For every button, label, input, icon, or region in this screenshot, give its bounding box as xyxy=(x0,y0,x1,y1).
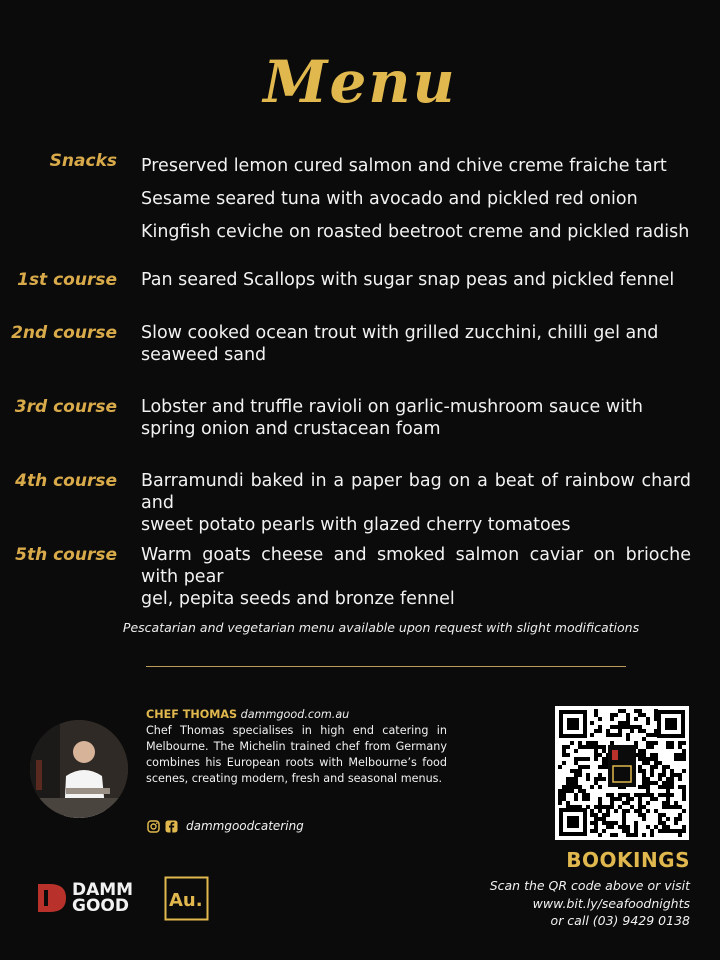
section-dishes xyxy=(141,470,691,536)
dish-line: Slow cooked ocean trout with grilled zucchini, chilli gel and xyxy=(141,323,659,343)
au-logo xyxy=(164,876,209,921)
au-logo-text: Au. xyxy=(169,890,203,911)
dietary-note: Pescatarian and vegetarian menu available upon request with slight modifications xyxy=(122,620,640,635)
bookings-title: BOOKINGS xyxy=(566,848,690,872)
dish-line: Preserved lemon cured salmon and chive creme fraiche tart xyxy=(141,156,667,176)
menu-title: Menu xyxy=(263,48,457,116)
bookings-link[interactable]: www.bit.ly/seafoodnights xyxy=(532,895,690,911)
section-dishes xyxy=(141,396,691,440)
section-label: 2nd course xyxy=(11,323,117,343)
dish-line: sweet potato pearls with glazed cherry tomatoes xyxy=(141,515,571,535)
divider xyxy=(146,666,626,667)
chef-heading xyxy=(146,707,447,723)
qr-code[interactable] xyxy=(555,706,689,840)
dish-line: seaweed sand xyxy=(141,345,267,365)
bookings-line: Scan the QR code above or visit xyxy=(489,878,690,893)
dish-line: Kingfish ceviche on roasted beetroot creme and pickled radish xyxy=(141,222,690,242)
damm-logo-line2: GOOD xyxy=(72,896,129,916)
dish-line: Lobster and truffle ravioli on garlic-mushroom sauce with xyxy=(141,397,644,417)
social-handle[interactable]: dammgoodcatering xyxy=(186,819,304,833)
section-label: 5th course xyxy=(15,545,117,565)
section-label: 1st course xyxy=(17,270,117,290)
section-label: 3rd course xyxy=(14,397,117,417)
dish-line: Warm goats cheese and smoked salmon caviar on brioche with pear xyxy=(141,545,691,587)
social-links xyxy=(146,819,304,833)
section-label: 4th course xyxy=(15,471,117,491)
dish-line: Pan seared Scallops with sugar snap peas and pickled fennel xyxy=(141,270,675,290)
chef-website[interactable]: dammgood.com.au xyxy=(240,708,350,721)
chef-photo xyxy=(30,720,128,818)
bookings-phone[interactable]: or call (03) 9429 0138 xyxy=(550,913,690,928)
chef-bio: Chef Thomas specialises in high end catering in Melbourne. The Michelin trained chef from Germany combines his European roots with Melbourne’s food scenes, creating modern, fresh and seasonal menus. xyxy=(146,724,447,785)
chef-name: CHEF THOMAS xyxy=(146,708,238,721)
dish-line: gel, pepita seeds and bronze fennel xyxy=(141,589,455,609)
damm-good-mark-icon xyxy=(36,882,68,914)
dish-line: Barramundi baked in a paper bag on a beat of rainbow chard and xyxy=(141,471,691,513)
dish-line: Sesame seared tuna with avocado and pickled red onion xyxy=(141,189,638,209)
bookings-contact xyxy=(490,877,690,930)
section-dishes xyxy=(141,269,691,291)
dish-line: spring onion and crustacean foam xyxy=(141,419,441,439)
damm-good-logo xyxy=(36,882,133,914)
damm-logo-line1: DAMM xyxy=(72,880,134,900)
instagram-icon[interactable] xyxy=(146,819,160,833)
facebook-icon[interactable] xyxy=(164,819,178,833)
section-dishes xyxy=(141,150,691,249)
section-label: Snacks xyxy=(49,151,117,171)
section-dishes xyxy=(141,544,691,610)
chef-bio-block xyxy=(146,707,447,787)
section-dishes xyxy=(141,322,691,366)
